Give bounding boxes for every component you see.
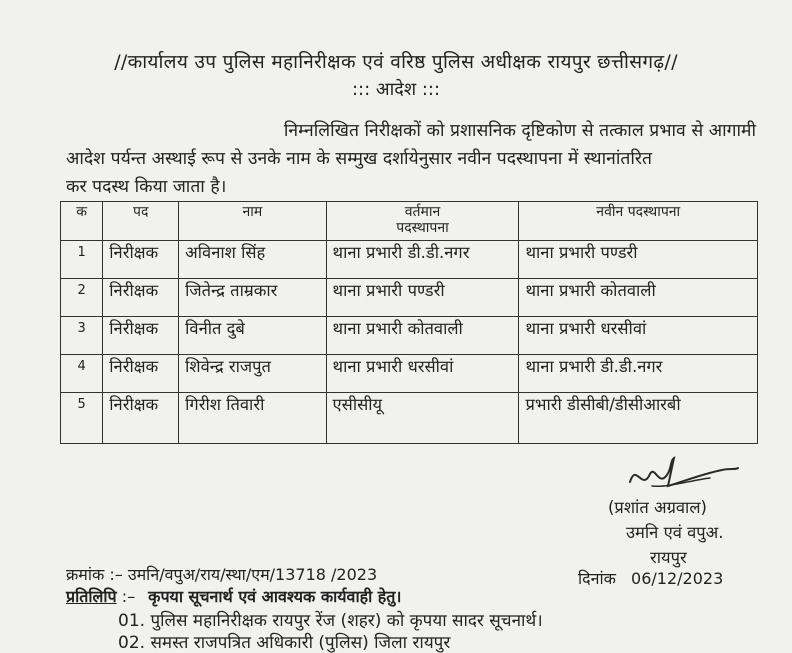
order-number: क्रमांक :– उमनि/वपुअ/राय/स्था/एम/13718 /2023 xyxy=(66,565,378,584)
copy-item-2: 02. समस्त राजपत्रित अधिकारी (पुलिस) जिला रायपुर xyxy=(118,633,451,653)
row-name: विनीत दुबे xyxy=(179,317,326,355)
row-name: जितेन्द्र ताम्रकार xyxy=(179,279,326,317)
copy-separator: :– xyxy=(121,587,136,606)
row-post: निरीक्षक xyxy=(103,241,179,279)
header-name: नाम xyxy=(179,202,326,241)
date-label: दिनांक xyxy=(578,569,616,588)
row-post: निरीक्षक xyxy=(103,279,179,317)
row-serial: 3 xyxy=(61,317,103,355)
row-current-posting: थाना प्रभारी पण्डरी xyxy=(326,279,519,317)
signature-mark xyxy=(612,452,742,500)
row-post: निरीक्षक xyxy=(103,393,179,444)
row-post: निरीक्षक xyxy=(103,317,179,355)
table-row xyxy=(61,317,758,355)
row-new-posting: थाना प्रभारी कोतवाली xyxy=(519,279,758,317)
header-current-posting xyxy=(326,202,519,241)
row-new-posting: थाना प्रभारी पण्डरी xyxy=(519,241,758,279)
row-serial: 1 xyxy=(61,241,103,279)
order-date xyxy=(578,567,723,589)
header-current-line2: पदस्थापना xyxy=(396,220,449,236)
copy-to-line xyxy=(66,585,401,607)
table-row xyxy=(61,279,758,317)
signatory-place: रायपुर xyxy=(650,548,687,567)
table-row xyxy=(61,355,758,393)
table-header-row xyxy=(61,202,758,241)
header-post: पद xyxy=(103,202,179,241)
paragraph-line-3: कर पदस्थ किया जाता है। xyxy=(66,177,227,197)
paragraph-line-1: निम्नलिखित निरीक्षकों को प्रशासनिक दृष्टिकोण से तत्काल प्रभाव से आगामी xyxy=(283,121,756,141)
signatory-designation: उमनि एवं वपुअ. xyxy=(626,523,724,542)
row-name: गिरीश तिवारी xyxy=(179,393,326,444)
table-row xyxy=(61,393,758,444)
order-heading: ::: आदेश ::: xyxy=(351,79,441,100)
row-serial: 4 xyxy=(61,355,103,393)
row-serial: 2 xyxy=(61,279,103,317)
row-current-posting: थाना प्रभारी धरसीवां xyxy=(326,355,519,393)
row-current-posting: थाना प्रभारी डी.डी.नगर xyxy=(326,241,519,279)
row-post: निरीक्षक xyxy=(103,355,179,393)
row-name: शिवेन्द्र राजपुत xyxy=(179,355,326,393)
header-new-posting: नवीन पदस्थापना xyxy=(519,202,758,241)
header-current-line1: वर्तमान xyxy=(404,204,441,220)
date-value: 06/12/2023 xyxy=(631,569,724,588)
order-paragraph xyxy=(66,117,756,201)
row-new-posting: प्रभारी डीसीबी/डीसीआरबी xyxy=(519,393,758,444)
office-title: //कार्यालय उप पुलिस महानिरीक्षक एवं वरिष्ठ पुलिस अधीक्षक रायपुर छत्तीसगढ़// xyxy=(114,51,678,73)
table-row xyxy=(61,241,758,279)
transfer-table xyxy=(60,201,758,444)
header-serial: क xyxy=(61,202,103,241)
row-current-posting: एसीसीयू xyxy=(326,393,519,444)
row-new-posting: थाना प्रभारी धरसीवां xyxy=(519,317,758,355)
signatory-name: (प्रशांत अग्रवाल) xyxy=(608,498,707,517)
row-name: अविनाश सिंह xyxy=(179,241,326,279)
copy-instruction: कृपया सूचनार्थ एवं आवश्यक कार्यवाही हेतु। xyxy=(148,587,402,606)
row-new-posting: थाना प्रभारी डी.डी.नगर xyxy=(519,355,758,393)
signature-scribble-icon xyxy=(612,452,742,500)
copy-label: प्रतिलिपि xyxy=(66,587,117,606)
row-serial: 5 xyxy=(61,393,103,444)
paragraph-line-2: आदेश पर्यन्त अस्थाई रूप से उनके नाम के सम्मुख दर्शायेनुसार नवीन पदस्थापना में स्थानांतरित xyxy=(66,149,652,169)
copy-item-1: 01. पुलिस महानिरीक्षक रायपुर रेंज (शहर) को कृपया सादर सूचनार्थ। xyxy=(118,611,543,631)
row-current-posting: थाना प्रभारी कोतवाली xyxy=(326,317,519,355)
